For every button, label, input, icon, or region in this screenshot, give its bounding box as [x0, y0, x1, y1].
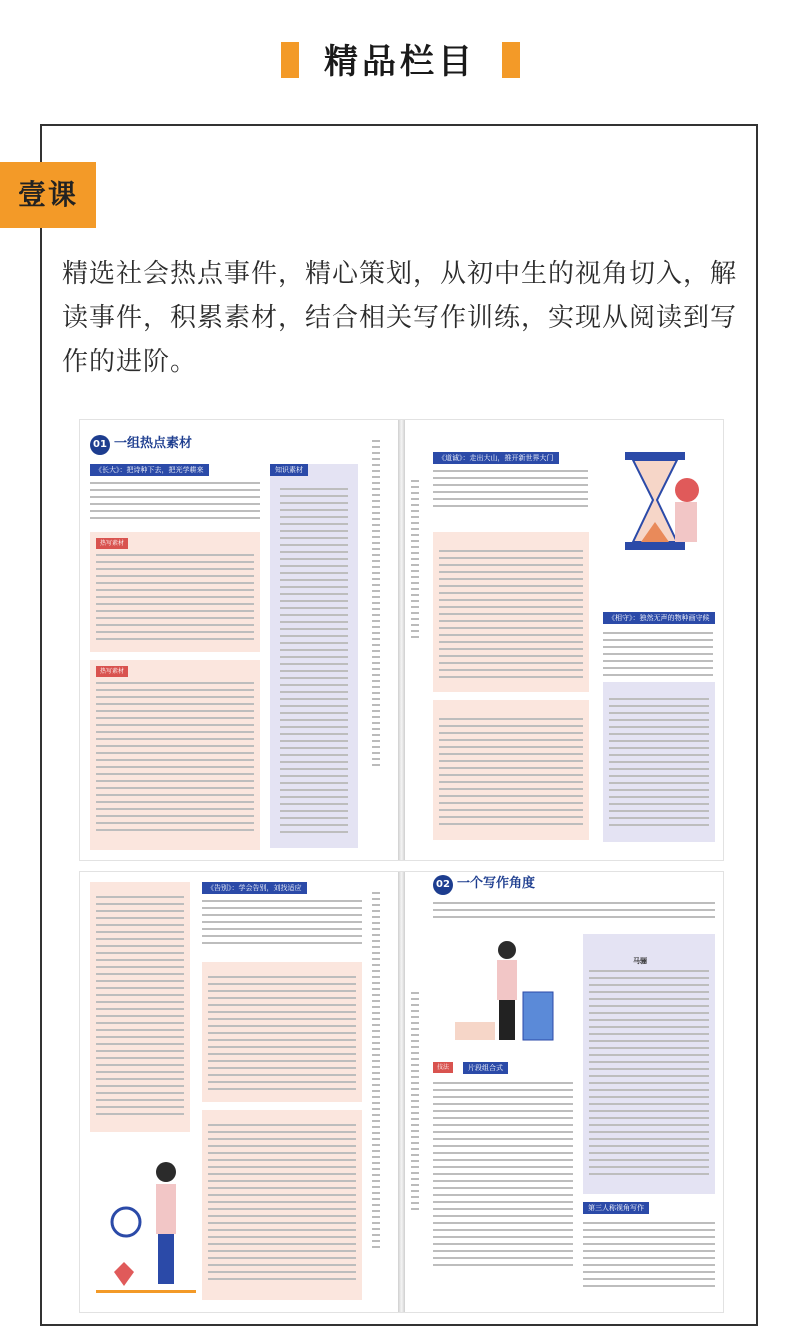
- hot-tag-1: 热写素材: [96, 538, 128, 549]
- spread2-left-page: [80, 872, 398, 1312]
- column-header: [0, 0, 800, 110]
- right-hot-box-1: [433, 532, 589, 692]
- heading-text: 一组热点素材: [114, 436, 193, 451]
- spread2-hot-box-2: [202, 1110, 362, 1300]
- left-hot-column: [90, 882, 190, 1132]
- right-side-head: 《相守》：独然无声的物种画守候: [603, 612, 715, 624]
- spread2-right-intro: [433, 902, 715, 923]
- spread1-right-page: [405, 420, 723, 860]
- spread1-heading: [90, 432, 192, 455]
- running-head-left: [372, 440, 380, 770]
- example-label: 马骊: [633, 957, 647, 965]
- spread2-heading: [433, 872, 535, 895]
- spread1-gutter: [398, 420, 405, 860]
- hot-material-box-1: [90, 532, 260, 652]
- hourglass-illustration: [605, 442, 715, 562]
- spread2-right-subhead-2: 第三人称视角写作: [583, 1202, 649, 1214]
- hot-text-2: [96, 682, 254, 836]
- spread2-hot-box-1: [202, 962, 362, 1102]
- running-head-right-2: [411, 992, 419, 1212]
- spread2-right-page: [405, 872, 723, 1312]
- right-side-box-text: [609, 698, 709, 831]
- section-badge: 壹课: [0, 162, 96, 228]
- woman-illustration: [96, 1152, 196, 1302]
- spread2-left-subhead: 《告别》：学会告别，刘找适应: [202, 882, 307, 894]
- header-title: 精品栏目: [324, 42, 476, 82]
- recycling-illustration: [445, 932, 565, 1052]
- intro-text-lines: [90, 482, 260, 524]
- heading-number-2: 02: [433, 875, 453, 895]
- magazine-spread-1: [80, 420, 723, 860]
- right-hot-box-2: [433, 700, 589, 840]
- header-bar-left: [281, 42, 299, 78]
- heading-text-2: 一个写作角度: [457, 876, 536, 891]
- spread2-hot-text-2: [208, 1124, 356, 1285]
- right-hot-text-2: [439, 718, 583, 830]
- right-side-box: [603, 682, 715, 842]
- magazine-spread-2: [80, 872, 723, 1312]
- header-bar-right: [502, 42, 520, 78]
- technique-text: [433, 1082, 573, 1271]
- hot-text-1: [96, 554, 254, 645]
- spread1-left-page: [80, 420, 398, 860]
- heading-number: 01: [90, 435, 110, 455]
- running-head-right: [411, 480, 419, 640]
- example-essay-text: [589, 970, 709, 1180]
- knowledge-sidebar: [270, 464, 358, 848]
- sidebar-label: 知识素材: [270, 464, 308, 476]
- sidebar-text: [280, 488, 348, 838]
- running-head-left-2: [372, 892, 380, 1252]
- spread1-right-subhead: 《道诚》：走出大山，推开新世界大门: [433, 452, 559, 464]
- right-side-text: [603, 632, 713, 681]
- right-hot-text-1: [439, 550, 583, 683]
- example-essay-box: [583, 934, 715, 1194]
- technique-tag: 技法: [433, 1062, 453, 1073]
- spread2-gutter: [398, 872, 405, 1312]
- right-intro-text: [433, 470, 588, 512]
- hot-tag-2: 热写素材: [96, 666, 128, 677]
- left-hot-column-text: [96, 896, 184, 1120]
- spread2-left-intro: [202, 900, 362, 949]
- spread2-hot-text-1: [208, 976, 356, 1095]
- hot-material-box-2: [90, 660, 260, 850]
- spread1-subhead: 《长大》：把诗种下去，把光学耕来: [90, 464, 209, 476]
- spread2-right-subhead-1: 片段组合式: [463, 1062, 508, 1074]
- third-person-text: [583, 1222, 715, 1292]
- section-description: 精选社会热点事件，精心策划，从初中生的视角切入，解读事件，积累素材，结合相关写作训练，实现从阅读到写作的进阶。: [62, 259, 738, 377]
